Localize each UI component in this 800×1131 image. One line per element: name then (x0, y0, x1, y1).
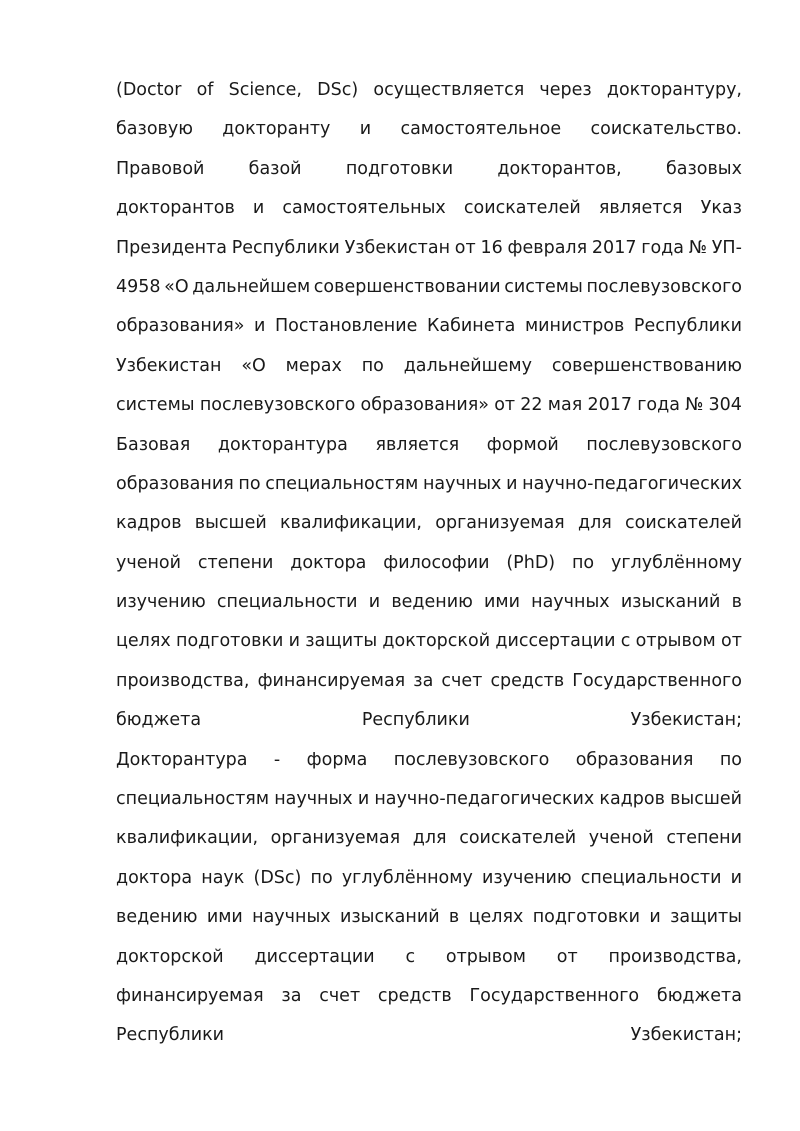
word: (PhD) (506, 552, 556, 573)
word: Указ (700, 198, 742, 219)
word: по (719, 749, 742, 770)
word: Кабинета (426, 316, 516, 337)
word: по (361, 355, 384, 376)
word: Докторантура (116, 749, 248, 770)
word: докторанту (222, 119, 331, 140)
word: базовых (665, 158, 742, 179)
word: является (375, 434, 460, 455)
word: ученой (116, 552, 181, 573)
text-line (116, 110, 742, 149)
text-line (116, 819, 742, 858)
word: Узбекистан; (630, 710, 742, 731)
word: соискателей (625, 513, 742, 534)
word: докторантов (116, 198, 235, 219)
word: ведению (391, 592, 473, 613)
word: специальностям (116, 789, 270, 810)
word: в (731, 592, 742, 613)
text-line (116, 859, 742, 898)
text-line (116, 1016, 742, 1055)
text-line (116, 71, 742, 110)
word: формой (486, 434, 559, 455)
word: - (273, 749, 281, 770)
word: диссертации (495, 631, 616, 652)
text-line (116, 701, 742, 740)
word: по (310, 867, 333, 888)
word: 22 (520, 395, 543, 416)
word: научных (422, 473, 502, 494)
text-line (116, 662, 742, 701)
word: средств (490, 670, 565, 691)
word: Постановление (274, 316, 418, 337)
word: Государственного (469, 985, 640, 1006)
word: Базовая (116, 434, 191, 455)
word: докторской (382, 631, 491, 652)
word: Государственного (572, 670, 742, 691)
word: от (721, 631, 742, 652)
word: докторской (116, 946, 224, 967)
word: производства, (116, 670, 250, 691)
word: и (359, 119, 372, 140)
word: 16 (480, 237, 503, 258)
word: в (448, 907, 460, 928)
word: за (413, 670, 434, 691)
word: финансируемая (257, 670, 406, 691)
word: послевузовского (393, 749, 550, 770)
word: дальнейшему (403, 355, 532, 376)
word: от (494, 395, 516, 416)
text-line (116, 741, 742, 780)
word: базовую (116, 119, 193, 140)
word: научных (274, 789, 353, 810)
word: докторантуру, (606, 80, 742, 100)
word: и (368, 592, 381, 613)
text-line (116, 504, 742, 543)
word: УП- (711, 237, 742, 258)
word: для (412, 828, 447, 849)
word: углублённому (341, 867, 473, 888)
word: доктора (290, 552, 367, 573)
word: дальнейшем (192, 276, 311, 297)
word: ими (206, 907, 243, 928)
word: научных (252, 907, 331, 928)
word: образования» (116, 316, 245, 337)
word: защиты (670, 907, 742, 928)
word: высшей (194, 513, 267, 534)
word: изысканий (620, 592, 721, 613)
word: бюджета (116, 710, 202, 731)
word: наук (201, 867, 245, 888)
text-line (116, 268, 742, 307)
word: квалификации, (279, 513, 422, 534)
word: философии (383, 552, 490, 573)
word: (Doctor (116, 80, 182, 100)
word: Узбекистан (116, 355, 222, 376)
word: Science, (228, 80, 302, 100)
word: системы (116, 395, 195, 416)
word: степени (197, 552, 274, 573)
word: докторантов, (497, 158, 622, 179)
word: квалификации, (116, 828, 259, 849)
text-line (116, 307, 742, 346)
word: и (357, 789, 370, 810)
word: углублённому (610, 552, 742, 573)
word: с (405, 946, 416, 967)
word: совершенствованию (551, 355, 742, 376)
word: форма (306, 749, 368, 770)
word: целях (116, 631, 171, 652)
text-line (116, 583, 742, 622)
word: 4958 (116, 276, 161, 297)
word: и (506, 473, 518, 494)
word: специальностям (265, 473, 419, 494)
word: по (571, 552, 595, 573)
text-line (116, 229, 742, 268)
word: по (238, 473, 261, 494)
word: изучению (116, 592, 206, 613)
word: подготовки (176, 631, 284, 652)
word: Республики (361, 710, 470, 731)
word: № (685, 395, 704, 416)
word: послевузовского (586, 276, 742, 297)
word: защиты (305, 631, 378, 652)
word: научно-педагогических (522, 473, 742, 494)
word: докторантура (217, 434, 348, 455)
word: «О (164, 276, 189, 297)
word: Республики (231, 237, 340, 258)
word: подготовки (532, 907, 640, 928)
word: 304 (708, 395, 742, 416)
word: базой (248, 158, 302, 179)
text-line (116, 938, 742, 977)
word: ученой (588, 828, 654, 849)
word: изысканий (339, 907, 440, 928)
text-line (116, 426, 742, 465)
word: ведению (116, 907, 198, 928)
word: через (539, 80, 592, 100)
word: года (641, 237, 684, 258)
word: Правовой (116, 158, 205, 179)
word: степени (666, 828, 742, 849)
word: 2017 (587, 395, 632, 416)
word: и (252, 198, 265, 219)
word: изучению (481, 867, 572, 888)
word: является (598, 198, 683, 219)
word: и (730, 867, 742, 888)
word: для (577, 513, 612, 534)
text-line (116, 150, 742, 189)
word: Президента (116, 237, 227, 258)
word: средств (377, 985, 452, 1006)
word: отрывом (445, 946, 526, 967)
word: соискательство. (590, 119, 742, 140)
word: организуемая (270, 828, 401, 849)
word: и (254, 316, 266, 337)
word: от (556, 946, 578, 967)
word: соискателей (463, 198, 581, 219)
word: Республики (116, 1025, 225, 1046)
document-body-text (116, 71, 742, 1056)
word: и (288, 631, 300, 652)
word: научно-педагогических (374, 789, 595, 810)
word: самостоятельное (400, 119, 562, 140)
word: самостоятельных (282, 198, 446, 219)
word: с (620, 631, 631, 652)
word: Узбекистан (344, 237, 451, 258)
word: и (649, 907, 661, 928)
word: научных (531, 592, 610, 613)
word: февраля (507, 237, 588, 258)
word: за (281, 985, 302, 1006)
text-line (116, 898, 742, 937)
word: финансируемая (116, 985, 264, 1006)
word: бюджета (656, 985, 742, 1006)
word: года (637, 395, 680, 416)
word: отрывом (635, 631, 716, 652)
word: осуществляется (373, 80, 525, 100)
word: целях (468, 907, 524, 928)
text-line (116, 465, 742, 504)
text-line (116, 780, 742, 819)
word: послевузовского (586, 434, 742, 455)
word: специальности (580, 867, 722, 888)
word: счет (319, 985, 361, 1006)
word: счет (441, 670, 483, 691)
word: образования (575, 749, 694, 770)
word: мая (547, 395, 583, 416)
text-line (116, 977, 742, 1016)
word: Республики (633, 316, 742, 337)
text-line (116, 544, 742, 583)
word: кадров (599, 789, 665, 810)
word: высшей (670, 789, 742, 810)
word: доктора (116, 867, 193, 888)
word: (DSc) (253, 867, 302, 888)
word: ими (484, 592, 520, 613)
word: соискателей (459, 828, 577, 849)
word: № (688, 237, 707, 258)
word: производства, (608, 946, 742, 967)
word: министров (524, 316, 625, 337)
word: Узбекистан; (630, 1025, 742, 1046)
word: of (196, 80, 214, 100)
text-line (116, 347, 742, 386)
word: специальности (216, 592, 358, 613)
text-line (116, 386, 742, 425)
word: совершенствовании (313, 276, 501, 297)
text-line (116, 189, 742, 228)
word: послевузовского (199, 395, 356, 416)
word: образования (116, 473, 234, 494)
word: кадров (116, 513, 182, 534)
word: организуемая (435, 513, 565, 534)
word: DSc) (317, 80, 359, 100)
word: от (454, 237, 476, 258)
word: мерах (285, 355, 342, 376)
word: подготовки (345, 158, 454, 179)
word: системы (504, 276, 583, 297)
word: 2017 (591, 237, 637, 258)
word: образования» (360, 395, 489, 416)
word: «О (241, 355, 266, 376)
word: диссертации (254, 946, 375, 967)
text-line (116, 622, 742, 661)
